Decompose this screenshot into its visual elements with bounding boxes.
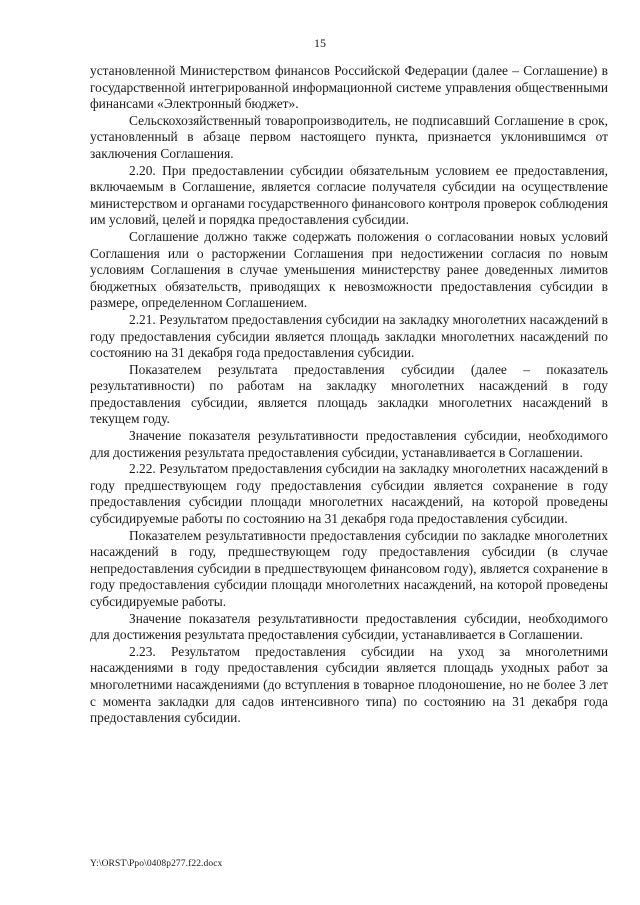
paragraph-2-20: 2.20. При предоставлении субсидии обязательным условием ее предоставления, включаемым в Соглашение, является согласие получателя субсидии на осуществление министерством и органами государственного финансового контроля проверок соблюдения им условий, целей и порядка предоставления субсидии.	[90, 162, 608, 228]
paragraph-2-21: 2.21. Результатом предоставления субсидии на закладку многолетних насаждений в году предоставления субсидии является площадь закладки многолетних насаждений по состоянию на 31 декабря года предоставления субсидии.	[90, 311, 608, 361]
footer-file-path: Y:\ORST\Ppo\0408p277.f22.docx	[90, 859, 223, 869]
paragraph-2-22: 2.22. Результатом предоставления субсидии на закладку многолетних насаждений в году предшествующем году предоставления субсидии является сохранение в году предоставления субсидии площади многолетних насаждений, на которой проведены субсидируемые работы по состоянию на 31 декабря года предоставления субсидии.	[90, 461, 608, 527]
paragraph-indicator-value-1: Значение показателя результативности предоставления субсидии, необходимого для достижения результата предоставления субсидии, устанавливается в Соглашении.	[90, 428, 608, 460]
paragraph-indicator-2-22: Показателем результативности предоставления субсидии по закладке многолетних насаждений в году, предшествующем году предоставления субсидии (в случае непредоставления субсидии в предшествующем финансовом году), является сохранение в году предоставления субсидии площади многолетних насаждений, на которой проведены субсидируемые работы.	[90, 527, 608, 609]
paragraph-producer-evasion: Сельскохозяйственный товаропроизводитель, не подписавший Соглашение в срок, установленный в абзаце первом настоящего пункта, признается уклонившимся от заключения Соглашения.	[90, 112, 608, 161]
page-number: 15	[314, 36, 326, 50]
paragraph-agreement-terms: Соглашение должно также содержать положения о согласовании новых условий Соглашения или о расторжении Соглашения при недостижении согласия по новым условиям Соглашения в случае уменьшения министерству ранее доведенных лимитов бюджетных обязательств, приводящих к невозможности предоставления субсидии в размере, определенном Соглашением.	[90, 228, 608, 311]
document-body	[90, 63, 608, 727]
paragraph-indicator-value-2: Значение показателя результативности предоставления субсидии, необходимого для достижения результата предоставления субсидии, устанавливается в Соглашении.	[90, 610, 608, 643]
paragraph-indicator-2-21: Показателем результата предоставления субсидии (далее – показатель результативности) по работам на закладку многолетних насаждений в году предоставления субсидии, является площадь закладки многолетних насаждений в текущем году.	[90, 361, 608, 427]
paragraph-2-23: 2.23. Результатом предоставления субсидии на уход за многолетними насаждениями в году предоставления субсидии является площадь уходных работ за многолетними насаждениями (до вступления в товарное плодоношение, но не более 3 лет с момента закладки для садов интенсивного типа) по состоянию на 31 декабря года предоставления субсидии.	[90, 643, 608, 726]
paragraph-continuation: установленной Министерством финансов Российской Федерации (далее – Соглашение) в государственной интегрированной информационной системе управления общественными финансами «Электронный бюджет».	[90, 63, 608, 112]
